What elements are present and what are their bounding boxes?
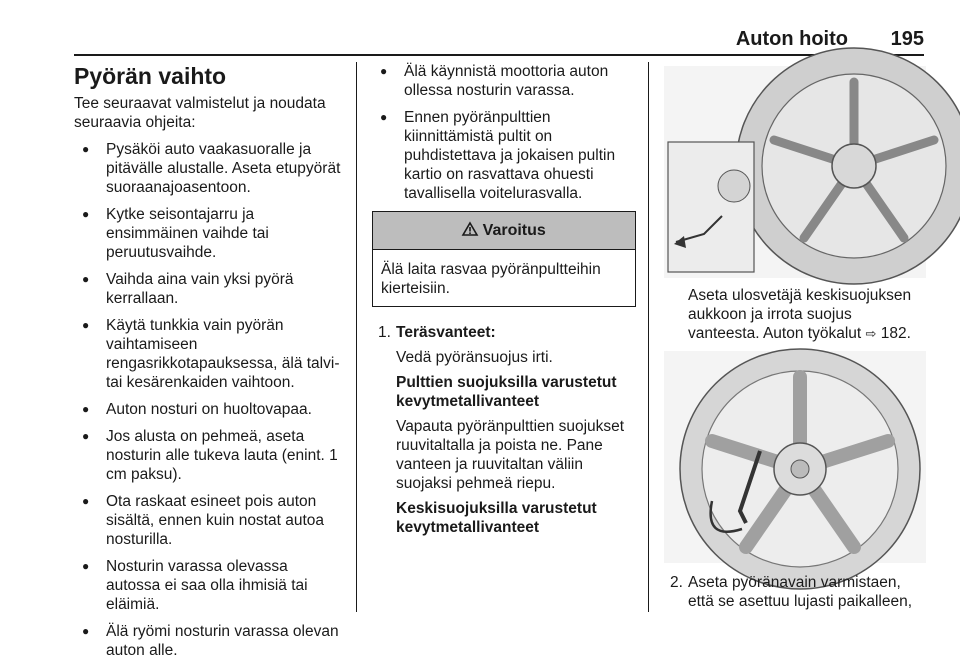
warning-box bbox=[372, 211, 636, 307]
list-item: ● Jos alusta on pehmeä, aseta nosturin alle tukeva lauta (enint. 1 cm paksu). bbox=[74, 427, 344, 484]
step-number: 1. bbox=[378, 324, 391, 341]
page-number: 195 bbox=[890, 28, 924, 50]
column-divider bbox=[356, 62, 357, 612]
bullet-list bbox=[372, 62, 636, 203]
list-item: ● Pysäköi auto vaakasuoralle ja pitävälle alustalle. Aseta etupyörät suoraanajoasentoon. bbox=[74, 140, 344, 197]
list-item: ● Ota raskaat esineet pois auton sisältä, ennen kuin nostat autoa nosturilla. bbox=[74, 492, 344, 549]
warning-title: Varoitus bbox=[482, 222, 546, 239]
list-item: ● Kytke seisontajarru ja ensimmäinen vaihde tai peruutusvaihde. bbox=[74, 205, 344, 262]
list-item: ● Nosturin varassa olevassa autossa ei saa olla ihmisiä tai eläimiä. bbox=[74, 557, 344, 614]
step-number: 2. bbox=[670, 574, 683, 591]
step-1 bbox=[372, 323, 636, 342]
figure-caption bbox=[664, 286, 926, 343]
subheading: Pulttien suojuksilla varustetut kevytmetallivanteet bbox=[396, 374, 617, 410]
warning-text: Älä laita rasvaa pyöränpultteihin kierteisiin. bbox=[381, 261, 601, 297]
list-item: ● Ennen pyöränpulttien kiinnittämistä pultit on puhdistettava ja jokaisen pultin kartio on rasvattava ohuesti tavallisella voitelurasvalla. bbox=[372, 108, 636, 203]
alloy-wheel-wrench-illustration bbox=[664, 351, 926, 563]
list-item: ● Vaihda aina vain yksi pyörä kerrallaan. bbox=[74, 270, 344, 308]
wheel-cap-removal-illustration bbox=[664, 66, 926, 278]
section-heading: Pyörän vaihto bbox=[74, 63, 227, 89]
bullet-list bbox=[74, 140, 344, 660]
list-item: ● Älä käynnistä moottoria auton ollessa nosturin varassa. bbox=[372, 62, 636, 100]
column-3 bbox=[664, 66, 926, 617]
list-item: ● Auton nosturi on huoltovapaa. bbox=[74, 400, 344, 419]
column-2 bbox=[372, 62, 636, 543]
warning-triangle-icon bbox=[462, 222, 482, 239]
step-text: Vapauta pyöränpulttien suojukset ruuvitaltalla ja poista ne. Pane vanteen ja ruuvitaltan väliin suojaksi pehmeä riepu. bbox=[396, 418, 625, 492]
step-title: Teräsvanteet: bbox=[396, 324, 496, 341]
column-1 bbox=[74, 62, 344, 668]
list-item: ● Käytä tunkkia vain pyörän vaihtamiseen rengasrikkotapauksessa, älä talvi- tai kesärenkaiden vaihtoon. bbox=[74, 316, 344, 392]
column-divider bbox=[648, 62, 649, 612]
running-title: Auton hoito bbox=[735, 28, 848, 50]
intro-text: Tee seuraavat valmistelut ja noudata seuraavia ohjeita: bbox=[74, 95, 326, 131]
list-item: ● Älä ryömi nosturin varassa olevan auton alle. bbox=[74, 622, 344, 660]
page-reference-arrow-icon: ⇨ bbox=[865, 326, 877, 341]
warning-header bbox=[373, 212, 635, 250]
subheading: Keskisuojuksilla varustetut kevytmetallivanteet bbox=[396, 500, 597, 536]
page-reference[interactable]: 182. bbox=[880, 325, 911, 342]
caption-text: Aseta ulosvetäjä keskisuojuksen aukkoon ja irrota suojus vanteesta. Auton työkalut bbox=[688, 287, 912, 342]
step-2 bbox=[664, 573, 926, 611]
step-text: Aseta pyöränavain varmistaen, että se asettuu lujasti paikalleen, bbox=[688, 574, 913, 610]
step-text: Vedä pyöränsuojus irti. bbox=[396, 349, 553, 366]
header-rule bbox=[74, 54, 924, 56]
